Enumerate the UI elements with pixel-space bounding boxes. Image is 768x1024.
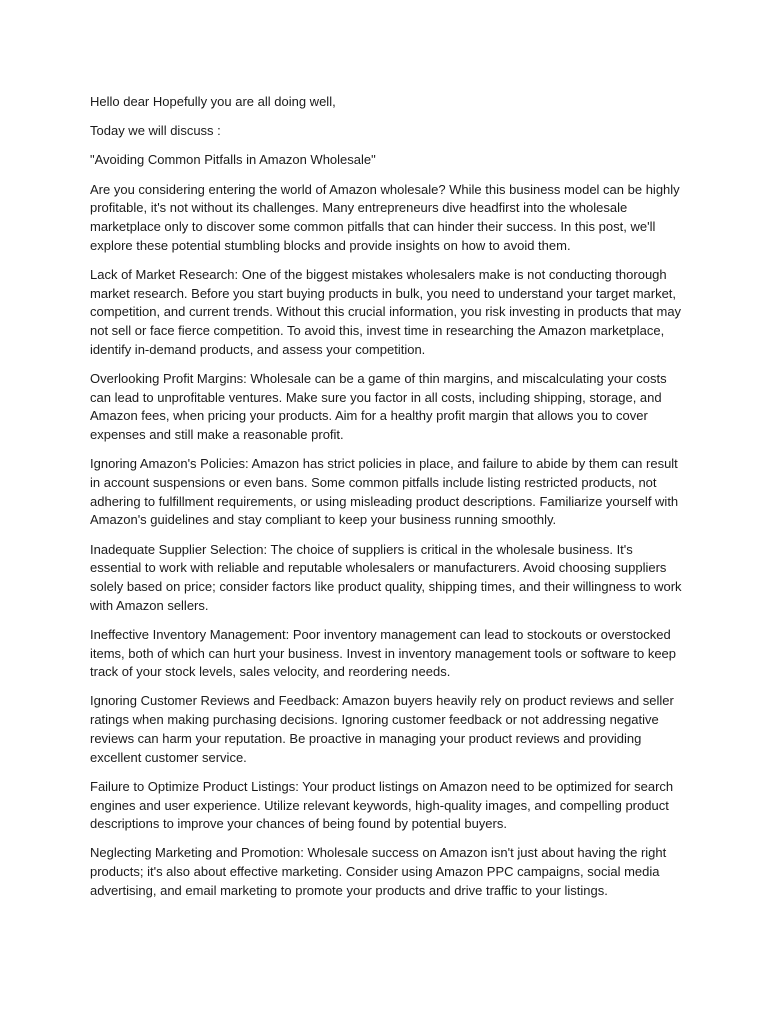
paragraph-marketing: Neglecting Marketing and Promotion: Wholesale success on Amazon isn't just about having the right products; it's also about effective marketing. Consider using Amazon PPC campaigns, social media advertising, and email marketing to promote your products and drive traffic to your listings. [90,845,667,898]
greeting: Hello dear Hopefully you are all doing well, [90,94,336,109]
document-title: "Avoiding Common Pitfalls in Amazon Wholesale" [90,152,376,168]
paragraph-market-research: Lack of Market Research: One of the biggest mistakes wholesalers make is not conducting thorough market research. Before you start buying products in bulk, you need to understand your target market, competition, and current trends. Without this crucial information, you risk investing in products that may not sell or face fierce competition. To avoid this, invest time in researching the Amazon marketplace, identify in-demand products, and assess your competition. [90,266,682,357]
paragraph-intro: Are you considering entering the world of Amazon wholesale? While this business model can be highly profitable, it's not without its challenges. Many entrepreneurs dive headfirst into the wholesale marketplace only to discover some common pitfalls that can hinder their success. In this post, we'll explore these potential stumbling blocks and provide insights on how to avoid them. [90,181,680,253]
paragraph-supplier-selection: Inadequate Supplier Selection: The choice of suppliers is critical in the wholesale business. It's essential to work with reliable and reputable wholesalers or manufacturers. Avoid choosing suppliers solely based on price; consider factors like product quality, shipping times, and their willingness to work with Amazon sellers. [90,541,682,613]
document-page [90,93,682,911]
paragraph-profit-margins: Overlooking Profit Margins: Wholesale can be a game of thin margins, and miscalculating your costs can lead to unprofitable ventures. Make sure you factor in all costs, including shipping, storage, and Amazon fees, when pricing your products. Aim for a healthy profit margin that allows you to cover expenses and still make a reasonable profit. [90,370,667,443]
paragraph-inventory-management: Ineffective Inventory Management: Poor inventory management can lead to stockouts or overstocked items, both of which can hurt your business. Invest in inventory management tools or software to keep track of your stock levels, sales velocity, and reordering needs. [90,626,677,680]
paragraph-customer-reviews: Ignoring Customer Reviews and Feedback: Amazon buyers heavily rely on product reviews and seller ratings when making purchasing decisions. Ignoring customer feedback or not addressing negative reviews can harm your reputation. Be proactive in managing your product reviews and providing excellent customer service. [90,693,674,765]
paragraph-product-listings: Failure to Optimize Product Listings: Your product listings on Amazon need to be optimized for search engines and user experience. Utilize relevant keywords, high-quality images, and compelling product descriptions to improve your chances of being found by potential buyers. [90,778,674,832]
paragraph-amazon-policies: Ignoring Amazon's Policies: Amazon has strict policies in place, and failure to abide by them can result in account suspensions or even bans. Some common pitfalls include listing restricted products, not adhering to fulfillment requirements, or using misleading product descriptions. Familiarize yourself with Amazon's guidelines and stay compliant to keep your business running smoothly. [90,456,679,528]
intro-line: Today we will discuss : [90,123,221,139]
